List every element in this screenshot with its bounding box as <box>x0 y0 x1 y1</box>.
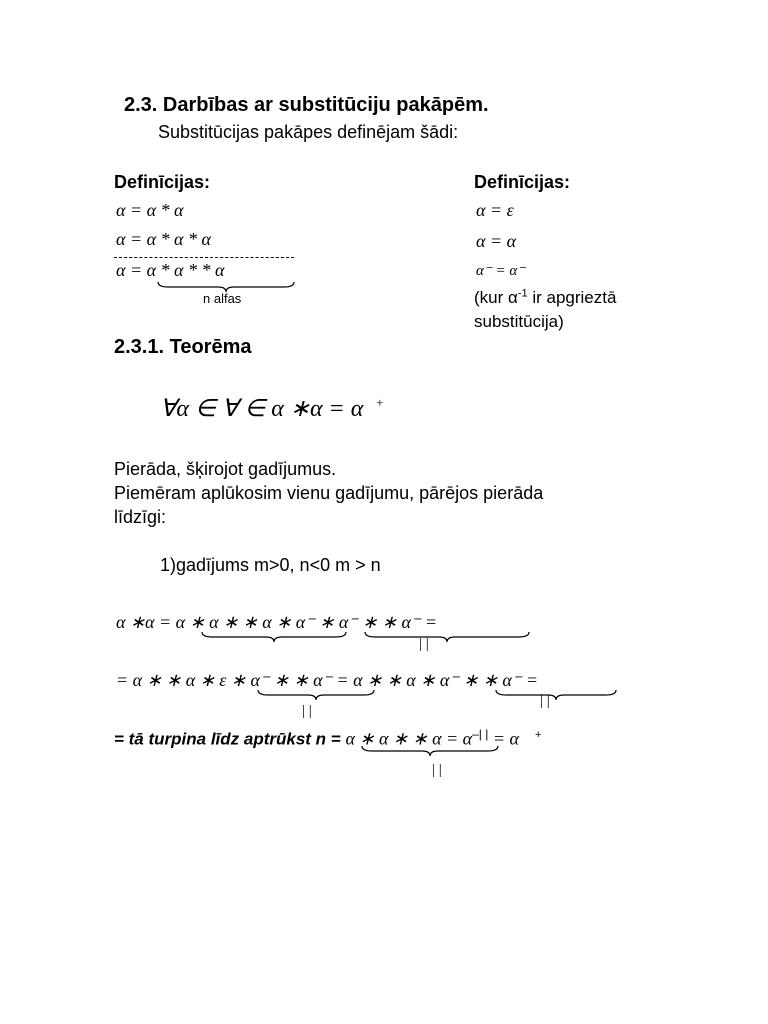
abs-bars: | | <box>419 636 429 652</box>
definition-note-line2: substitūcija) <box>474 312 564 331</box>
definitions-right-heading: Definīcijas: <box>474 172 571 192</box>
abs-bars: | | <box>432 762 442 778</box>
divider-dashed <box>114 257 294 258</box>
definition-row: α = α <box>476 231 517 251</box>
proof-line: līdzīgi: <box>114 507 167 527</box>
underbrace <box>360 744 500 758</box>
underbrace <box>363 630 533 644</box>
theorem-formula: ∀α ∈ ∀ ∈ α ∗α = α + <box>160 395 385 422</box>
definition-row: α = α * α * α <box>116 229 211 249</box>
section-title: 2.3. Darbības ar substitūciju pakāpēm. <box>124 94 489 116</box>
underbrace <box>256 688 376 702</box>
proof-line: Piemēram aplūkosim vienu gadījumu, pārējos pierāda <box>114 483 544 503</box>
proof-line: Pierāda, šķirojot gadījumus. <box>114 459 337 479</box>
definition-row: α = ε <box>476 200 514 220</box>
abs-bars: | | <box>540 693 550 709</box>
underbrace <box>200 630 350 644</box>
definition-note: (kur $\alpha^{-1}$ ir apgrieztā <box>474 287 617 307</box>
definition-row: α = α * α * * α <box>116 260 225 280</box>
abs-bars: | | <box>302 703 312 719</box>
brace-label: n alfas <box>203 291 242 306</box>
underbrace <box>494 688 618 702</box>
definition-row: α⁻ = α⁻ <box>476 263 526 279</box>
definition-row: α = α * α <box>116 200 184 220</box>
proof-case: 1)gadījums m>0, n<0 m > n <box>160 555 381 575</box>
section-subtitle: Substitūcijas pakāpes definējam šādi: <box>158 122 459 142</box>
equation-2: = α ∗ ∗ α ∗ ε ∗ α⁻ ∗ ∗ α⁻ = α ∗ ∗ α ∗ α⁻ ∗ ∗ α⁻ = <box>116 670 539 690</box>
definitions-left-heading: Definīcijas: <box>114 172 211 192</box>
equation-3: = tā turpina līdz aptrūkst n = α ∗ α ∗ ∗ α = α–| | = α + <box>114 727 542 749</box>
theorem-title: 2.3.1. Teorēma <box>114 336 252 358</box>
equation-1: α ∗α = α ∗ α ∗ ∗ α ∗ α⁻ ∗ α⁻ ∗ ∗ α⁻ = <box>116 612 438 632</box>
